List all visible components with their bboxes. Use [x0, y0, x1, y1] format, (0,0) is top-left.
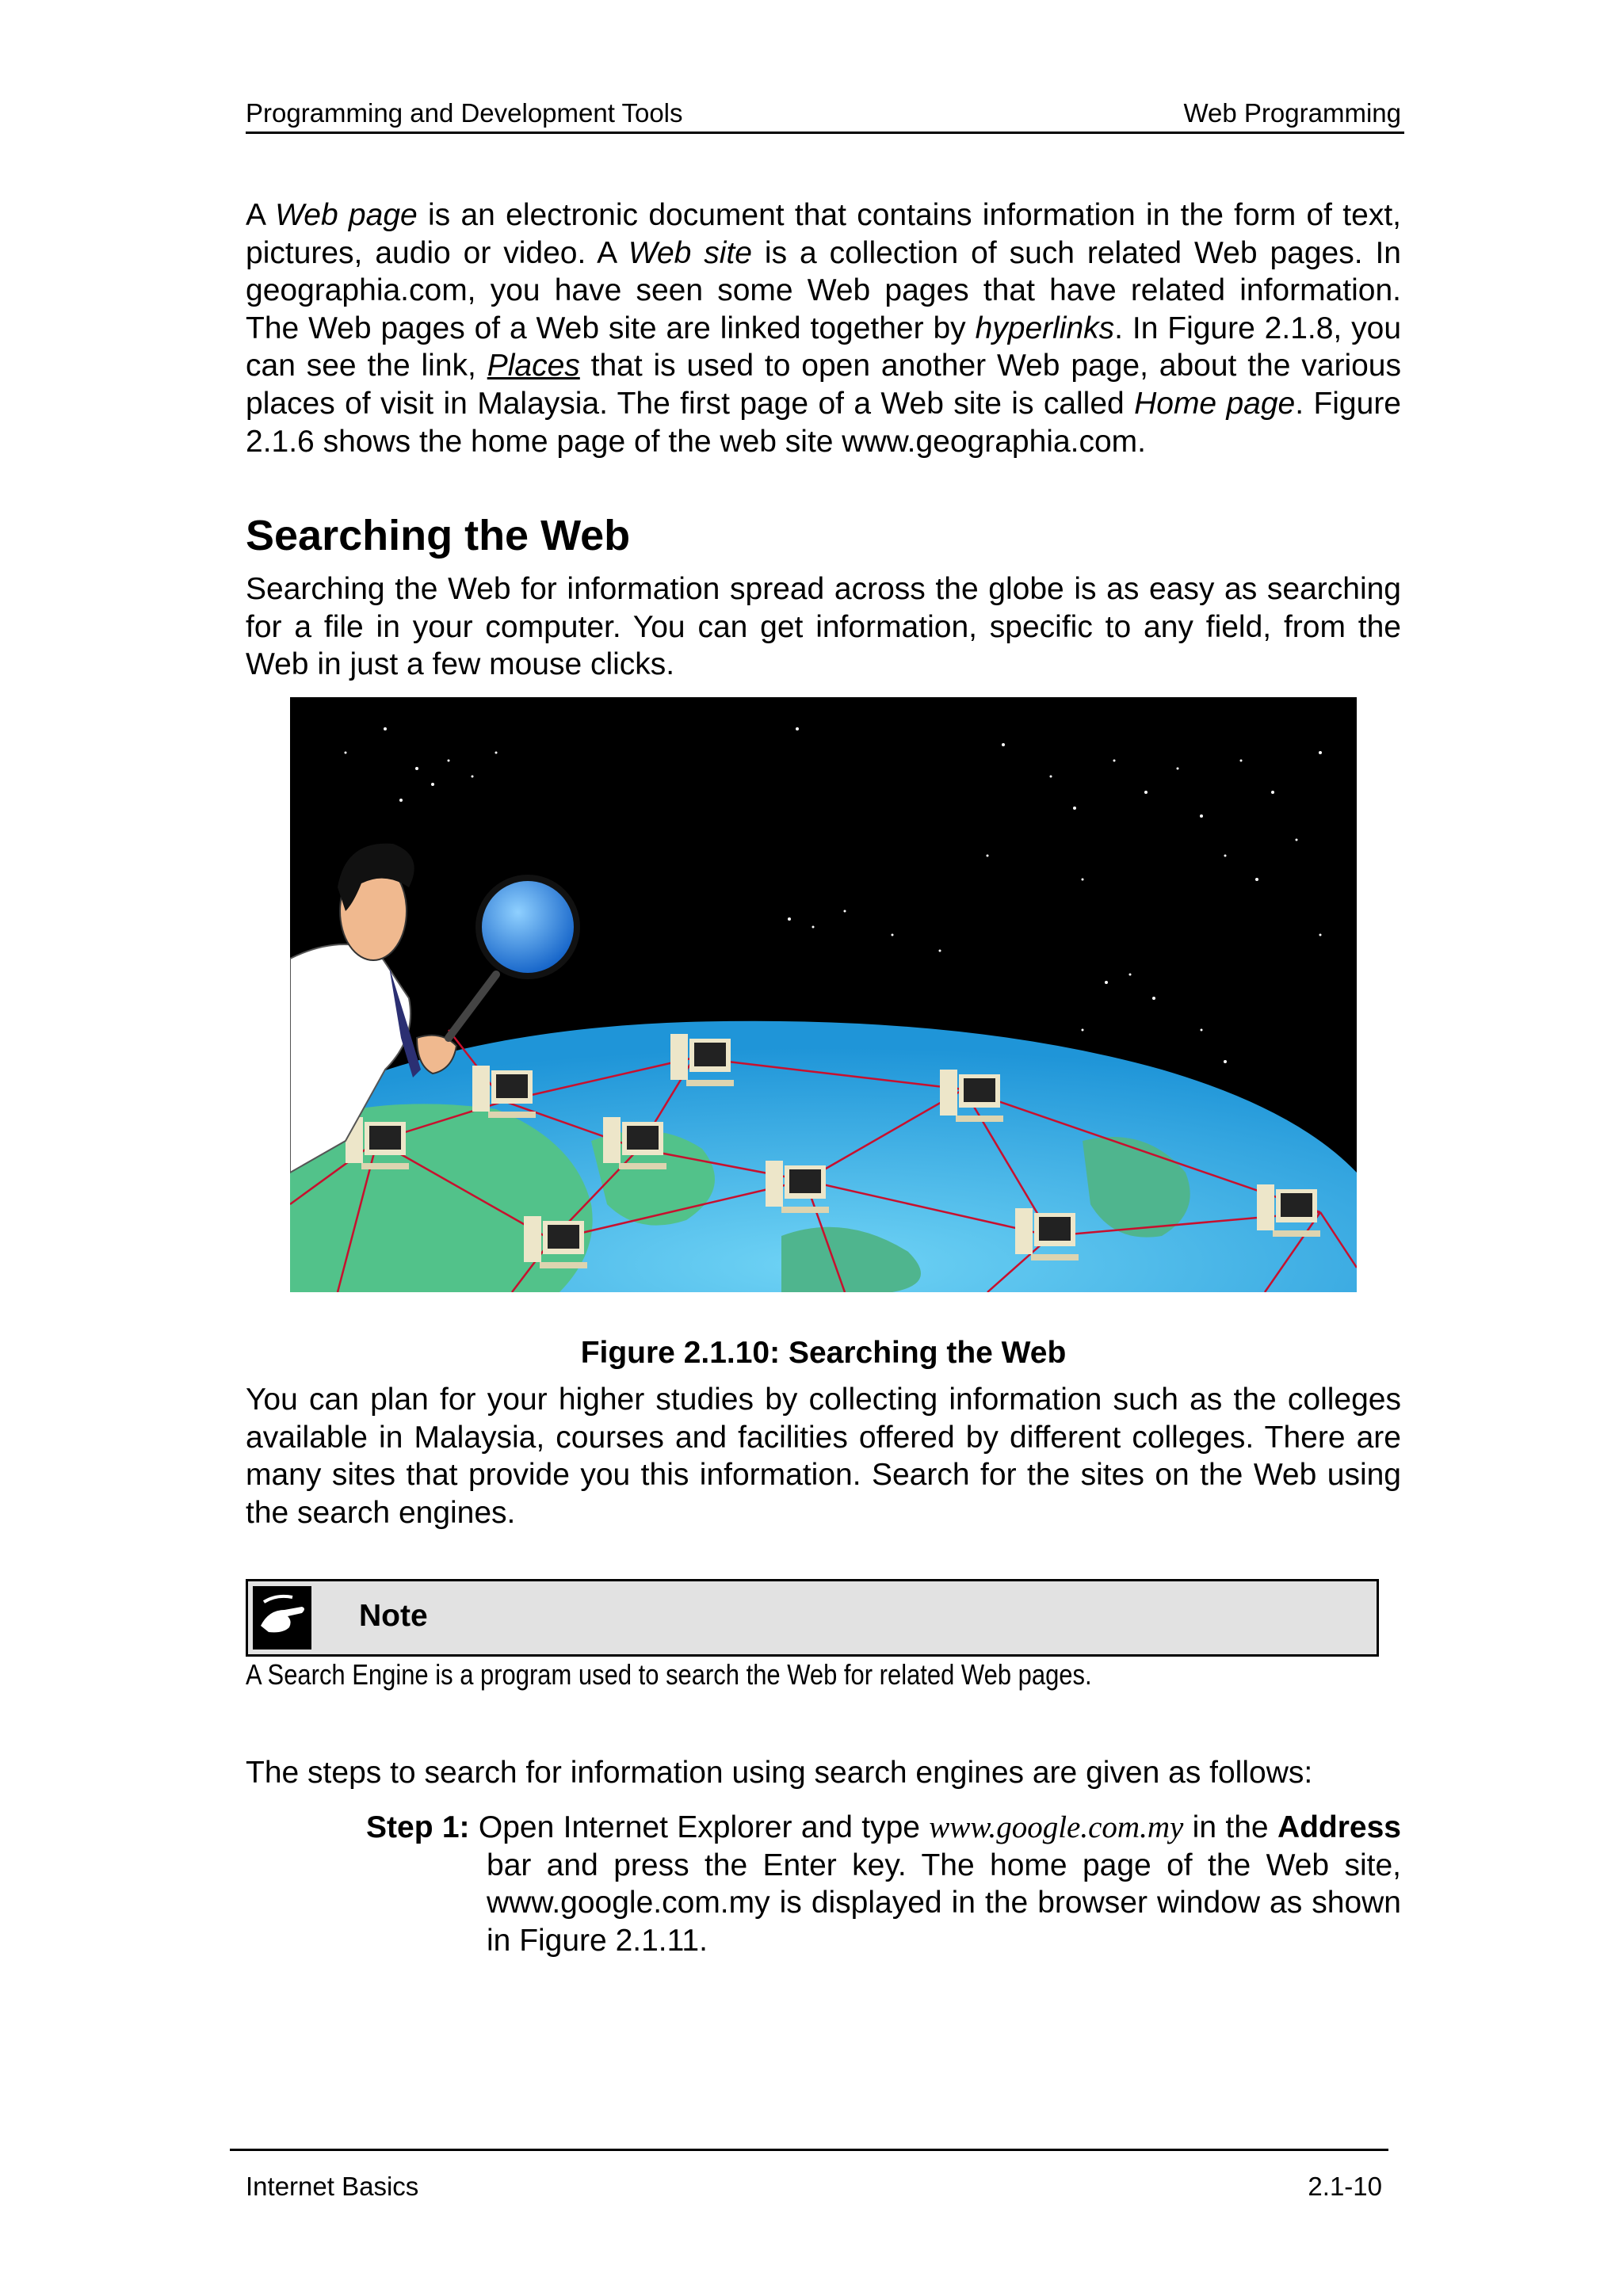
intro-text: is an electronic document that contains information in the form of text, pictures, audio or video. A	[246, 198, 1401, 270]
header-chapter-title: Programming and Development Tools	[246, 98, 683, 128]
step-text: in the	[1183, 1810, 1277, 1844]
step-1-label: Step 1:	[366, 1810, 470, 1844]
running-header	[246, 93, 1404, 134]
intro-text: is a collection of such related Web pages. In geographia.com, you have seen some Web pages that have related information. The Web pages of a Web site are linked together by	[246, 235, 1401, 345]
step-text: bar and press the Enter key. The home page of the Web site, www.google.com.my is displayed in the browser window as shown in Figure 2.1.11.	[487, 1848, 1401, 1958]
note-text: A Search Engine is a program used to search the Web for related Web pages.	[246, 1658, 1092, 1691]
magnifying-glass-icon	[479, 878, 577, 976]
intro-text: that is used to open another Web page, about the various places of visit in Malaysia. The first page of a Web site is called	[246, 349, 1401, 421]
footer-book-title: Internet Basics	[246, 2172, 419, 2201]
steps-intro: The steps to search for information using search engines are given as follows:	[246, 1756, 1313, 1790]
header-section-title: Web Programming	[1183, 98, 1401, 128]
figure-caption: Figure 2.1.10: Searching the Web	[580, 1336, 1067, 1370]
section-paragraph: Searching the Web for information spread across the globe is as easy as searching for a file in your computer. You can get information, specific to any field, from the Web in just a few mouse clicks.	[246, 572, 1401, 682]
intro-text: . Figure 2.1.6 shows the home page of the web site www.geographia.com.	[246, 386, 1401, 459]
globe-network-illustration	[290, 697, 1357, 1292]
term-hyperlinks: hyperlinks	[975, 311, 1115, 345]
note-box	[246, 1579, 1379, 1657]
intro-paragraph	[246, 196, 1401, 460]
note-title: Note	[359, 1599, 428, 1633]
page-number: 2.1-10	[1308, 2172, 1382, 2201]
term-web-page: Web page	[275, 198, 418, 232]
running-footer	[230, 2149, 1388, 2201]
term-home-page: Home page	[1134, 386, 1296, 421]
step-text: Open Internet Explorer and type	[469, 1810, 930, 1844]
after-figure-paragraph: You can plan for your higher studies by collecting information such as the colleges available in Malaysia, courses and facilities offered by different colleges. There are many sites that provide you this information. Search for the sites on the Web using the search engines.	[246, 1383, 1401, 1530]
pointing-hand-icon	[253, 1586, 311, 1650]
intro-text: A	[246, 198, 276, 232]
places-link[interactable]: Places	[487, 349, 580, 383]
step-1-text	[366, 1809, 1401, 1959]
google-url: www.google.com.my	[929, 1810, 1184, 1844]
searching-web-illustration	[290, 697, 1357, 1292]
step-1	[246, 1809, 1401, 1959]
term-web-site: Web site	[628, 235, 752, 270]
section-heading: Searching the Web	[246, 512, 631, 559]
intro-text: . In Figure 2.1.8, you can see the link,	[246, 311, 1402, 383]
address-bar-term: Address	[1277, 1810, 1401, 1844]
